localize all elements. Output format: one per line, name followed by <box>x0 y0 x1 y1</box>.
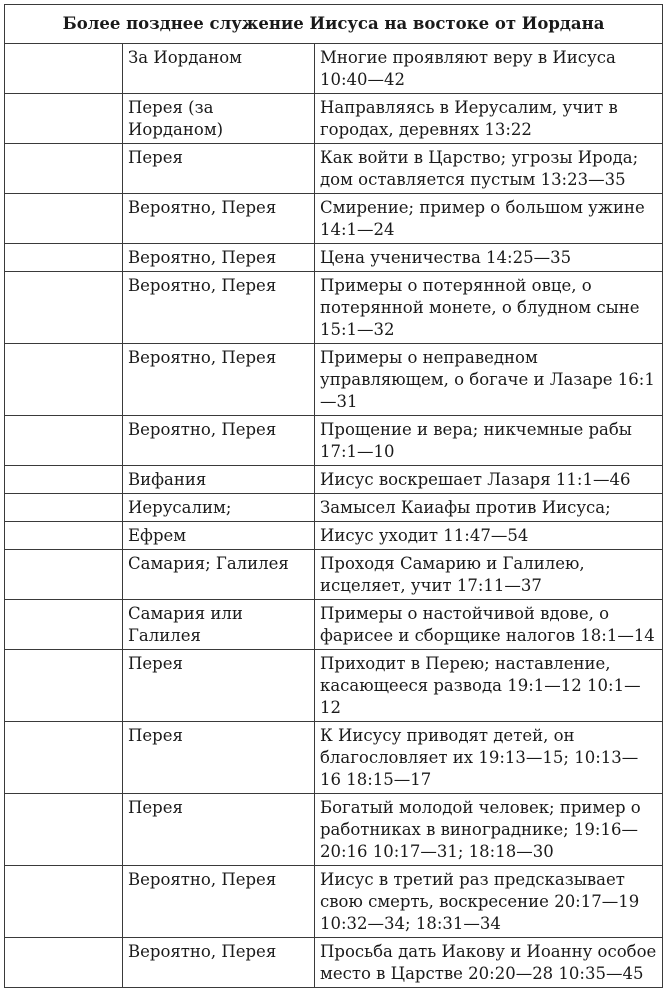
empty-cell <box>5 144 123 194</box>
place-cell: Вероятно, Перея <box>123 244 315 272</box>
place-cell: Вероятно, Перея <box>123 344 315 416</box>
table-row <box>5 94 663 144</box>
table-row <box>5 722 663 794</box>
event-cell: Направляясь в Иерусалим, учит в городах, деревнях 13:22 <box>315 94 663 144</box>
place-cell: Вероятно, Перея <box>123 938 315 988</box>
place-cell: Вероятно, Перея <box>123 272 315 344</box>
table-title-row <box>5 5 663 44</box>
table-row <box>5 650 663 722</box>
table-row <box>5 938 663 988</box>
event-cell: Богатый молодой человек; пример о работниках в винограднике; 19:16—20:16 10:17—31; 18:18—30 <box>315 794 663 866</box>
table-row <box>5 550 663 600</box>
place-cell: За Иорданом <box>123 44 315 94</box>
place-cell: Перея <box>123 650 315 722</box>
table-row <box>5 194 663 244</box>
place-cell: Вероятно, Перея <box>123 866 315 938</box>
place-cell: Перея <box>123 722 315 794</box>
table-body <box>5 44 663 988</box>
empty-cell <box>5 722 123 794</box>
ministry-table <box>4 4 663 988</box>
place-cell: Иерусалим; <box>123 494 315 522</box>
empty-cell <box>5 344 123 416</box>
event-cell: Как войти в Царство; угрозы Ирода; дом оставляется пустым 13:23—35 <box>315 144 663 194</box>
event-cell: К Иисусу приводят детей, он благословляет их 19:13—15; 10:13—16 18:15—17 <box>315 722 663 794</box>
event-cell: Примеры о потерянной овце, о потерянной монете, о блудном сыне 15:1—32 <box>315 272 663 344</box>
place-cell: Вифания <box>123 466 315 494</box>
empty-cell <box>5 938 123 988</box>
empty-cell <box>5 272 123 344</box>
table-row <box>5 494 663 522</box>
empty-cell <box>5 416 123 466</box>
event-cell: Проходя Самарию и Галилею, исцеляет, учит 17:11—37 <box>315 550 663 600</box>
table-title: Более позднее служение Иисуса на востоке от Иордана <box>5 5 663 44</box>
empty-cell <box>5 494 123 522</box>
table-row <box>5 144 663 194</box>
table-row <box>5 794 663 866</box>
event-cell: Приходит в Перею; наставление, касающееся развода 19:1—12 10:1—12 <box>315 650 663 722</box>
empty-cell <box>5 550 123 600</box>
empty-cell <box>5 244 123 272</box>
event-cell: Иисус уходит 11:47—54 <box>315 522 663 550</box>
empty-cell <box>5 522 123 550</box>
table-row <box>5 272 663 344</box>
event-cell: Прощение и вера; никчемные рабы 17:1—10 <box>315 416 663 466</box>
place-cell: Самария или Галилея <box>123 600 315 650</box>
table-row <box>5 44 663 94</box>
empty-cell <box>5 866 123 938</box>
table-row <box>5 344 663 416</box>
event-cell: Смирение; пример о большом ужине 14:1—24 <box>315 194 663 244</box>
empty-cell <box>5 94 123 144</box>
place-cell: Перея <box>123 794 315 866</box>
event-cell: Просьба дать Иакову и Иоанну особое место в Царстве 20:20—28 10:35—45 <box>315 938 663 988</box>
table-row <box>5 244 663 272</box>
table-row <box>5 866 663 938</box>
event-cell: Многие проявляют веру в Иисуса 10:40—42 <box>315 44 663 94</box>
table-row <box>5 466 663 494</box>
place-cell: Вероятно, Перея <box>123 416 315 466</box>
event-cell: Примеры о неправедном управляющем, о богаче и Лазаре 16:1—31 <box>315 344 663 416</box>
table-row <box>5 522 663 550</box>
place-cell: Перея (за Иорданом) <box>123 94 315 144</box>
empty-cell <box>5 794 123 866</box>
empty-cell <box>5 600 123 650</box>
event-cell: Иисус в третий раз предсказывает свою смерть, воскресение 20:17—19 10:32—34; 18:31—34 <box>315 866 663 938</box>
table-row <box>5 416 663 466</box>
table-row <box>5 600 663 650</box>
event-cell: Иисус воскрешает Лазаря 11:1—46 <box>315 466 663 494</box>
event-cell: Примеры о настойчивой вдове, о фарисее и сборщике налогов 18:1—14 <box>315 600 663 650</box>
event-cell: Цена ученичества 14:25—35 <box>315 244 663 272</box>
event-cell: Замысел Каиафы против Иисуса; <box>315 494 663 522</box>
place-cell: Самария; Галилея <box>123 550 315 600</box>
place-cell: Перея <box>123 144 315 194</box>
empty-cell <box>5 650 123 722</box>
empty-cell <box>5 194 123 244</box>
empty-cell <box>5 466 123 494</box>
empty-cell <box>5 44 123 94</box>
place-cell: Ефрем <box>123 522 315 550</box>
ministry-table-container <box>4 4 662 988</box>
place-cell: Вероятно, Перея <box>123 194 315 244</box>
